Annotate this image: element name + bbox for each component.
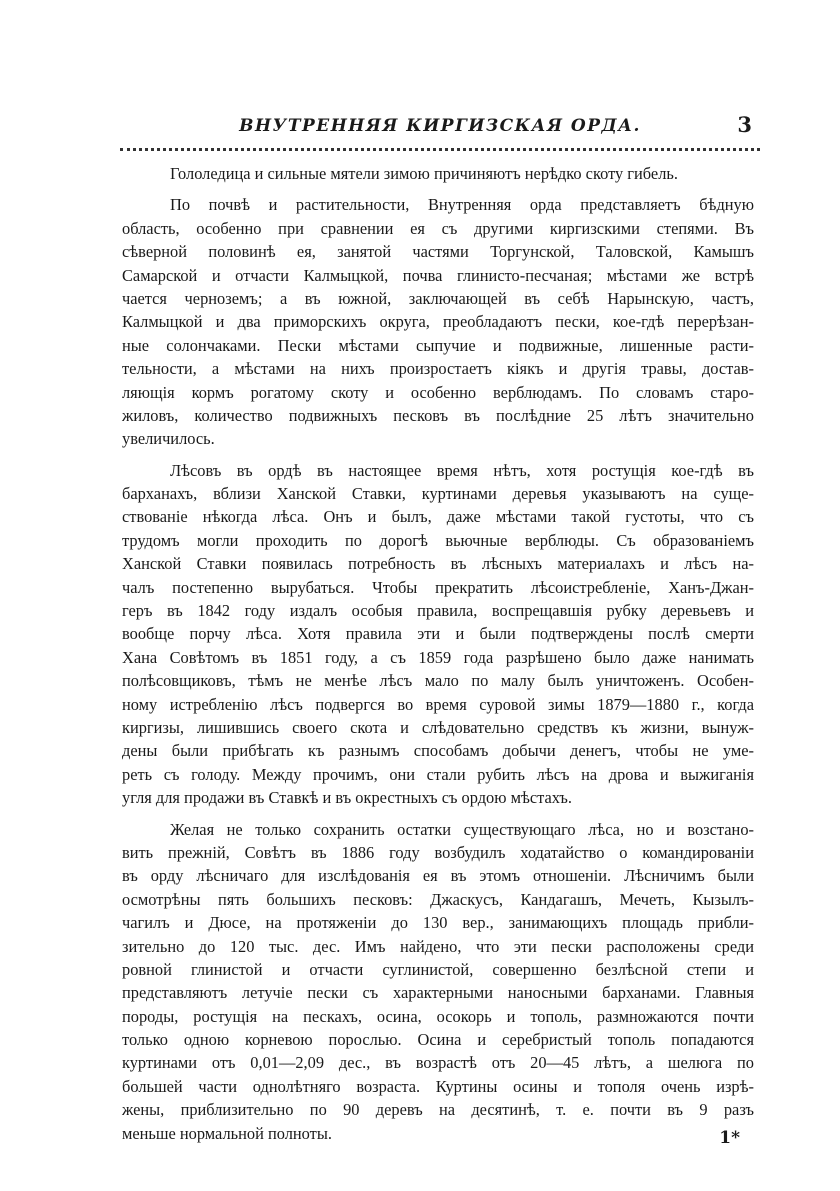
text-line: ровной глинистой и отчасти суглинистой, совершенно безлѣсной степи и [122, 959, 754, 979]
text-line: Калмыцкой и два приморскихъ округа, преобладаютъ пески, кое-гдѣ перерѣзан- [122, 312, 754, 332]
text-line: барханахъ, вблизи Ханской Ставки, куртинами деревья указываютъ на суще- [122, 484, 754, 504]
text-line: геръ въ 1842 году издалъ особыя правила, воспрещавшія рубку деревьевъ и [122, 601, 754, 621]
paragraph [122, 818, 754, 1145]
text-line: ные солончаками. Пески мѣстами сыпучие и подвижные, лишенные расти- [122, 335, 754, 355]
text-line: Гололедица и сильные мятели зимою причиняютъ нерѣдко скоту гибель. [170, 164, 678, 183]
text-line: представляютъ летучіе пески съ характерными наносными барханами. Главныя [122, 983, 754, 1003]
paragraph-gap [122, 810, 754, 818]
text-line: жены, приблизительно по 90 деревъ на десятинѣ, т. е. почти въ 9 разъ [122, 1100, 754, 1120]
text-line: По почвѣ и растительности, Внутренняя орда представляетъ бѣдную [170, 195, 754, 215]
text-line: Ханской Ставки появилась потребность въ лѣсныхъ материалахъ и лѣсъ на- [122, 554, 754, 574]
text-line: меньше нормальной полноты. [122, 1123, 332, 1143]
text-line: Желая не только сохранить остатки существующаго лѣса, но и возстано- [170, 819, 754, 839]
text-line: зительно до 120 тыс. дес. Имъ найдено, что эти пески расположены среди [122, 936, 754, 956]
text-line: осмотрѣны пять большихъ песковъ: Джаскусъ, Кандагашъ, Мечеть, Кызылъ- [122, 889, 754, 909]
text-line: вить прежній, Совѣтъ въ 1886 году возбудилъ ходатайство о командированіи [122, 842, 754, 862]
text-line: жиловъ, количество подвижныхъ песковъ въ послѣдние 25 лѣтъ значительно [122, 405, 754, 425]
paragraph [122, 459, 754, 810]
text-line: вообще порчу лѣса. Хотя правила эти и были подтверждены послѣ смерти [122, 624, 754, 644]
text-line: чалъ постепенно вырубаться. Чтобы прекратить лѣсоистребленіе, Ханъ-Джан- [122, 577, 754, 597]
text-line: породы, ростущія на пескахъ, осина, осокорь и тополь, размножаются почти [122, 1006, 754, 1026]
text-line: Хана Совѣтомъ въ 1851 году, а съ 1859 года разрѣшено было даже нанимать [122, 647, 754, 667]
text-line: увеличилось. [122, 429, 215, 449]
text-line: большей части однолѣтняго возраста. Куртины осины и тополя очень изрѣ- [122, 1076, 754, 1096]
text-line: Самарской и отчасти Калмыцкой, почва глинисто-песчаная; мѣстами же встрѣ [122, 265, 754, 285]
text-line: полѣсовщиковъ, тѣмъ не менѣе лѣсъ мало по малу былъ уничтоженъ. Особен- [122, 671, 754, 691]
paragraph [122, 193, 754, 450]
paragraph-gap [122, 451, 754, 459]
header-rule [120, 142, 760, 151]
text-line: чагилъ и Дюсе, на протяженіи до 130 вер., занимающихъ площадь прибли- [122, 913, 754, 933]
text-line: угля для продажи въ Ставкѣ и въ окрестныхъ съ ордою мѣстахъ. [122, 788, 572, 808]
page-header-title: ВНУТРЕННЯЯ КИРГИЗСКАЯ ОРДА. [239, 116, 641, 136]
text-line: только одною корневою порослью. Осина и серебристый тополь попадаются [122, 1030, 754, 1050]
text-line: ствованіе нѣкогда лѣса. Онъ и былъ, даже мѣстами такой густоты, что съ [122, 507, 754, 527]
text-line: куртинами отъ 0,01—2,09 дес., въ возрастѣ отъ 20—45 лѣтъ, а шелюга по [122, 1053, 754, 1073]
paragraph-gap [122, 185, 754, 193]
text-line: ному истребленію лѣсъ подвергся во время суровой зимы 1879—1880 г., когда [122, 694, 754, 714]
body-text [122, 162, 754, 1145]
text-line: киргизы, лишившись своего скота и слѣдовательно средствъ къ жизни, вынуж- [122, 717, 754, 737]
text-line: дены были прибѣгать къ разнымъ способамъ добычи денегъ, чтобы не уме- [122, 741, 754, 761]
page-number: 3 [737, 112, 752, 137]
running-header [120, 112, 760, 142]
text-line: сѣверной половинѣ ея, занятой частями Торгунской, Таловской, Камышъ [122, 242, 754, 262]
text-line: тельности, а мѣстами на нихъ произростаетъ кіякъ и другія травы, достав- [122, 359, 754, 379]
text-line: Лѣсовъ въ ордѣ въ настоящее время нѣтъ, хотя ростущія кое-гдѣ въ [170, 460, 754, 480]
text-line: ляющія кормъ рогатому скоту и особенно верблюдамъ. По словамъ старо- [122, 382, 754, 402]
text-line: реть съ голоду. Между прочимъ, они стали рубить лѣсъ на дрова и выжиганія [122, 764, 754, 784]
text-line: трудомъ могли проходить по дорогѣ вьючные верблюды. Съ образованіемъ [122, 530, 754, 550]
text-line: область, особенно при сравнении ея съ другими киргизскими степями. Въ [122, 218, 754, 238]
text-line: въ орду лѣсничаго для изслѣдованія ея въ этомъ отношеніи. Лѣсничимъ были [122, 866, 754, 886]
signature-mark: 1* [719, 1128, 740, 1148]
text-line: чается черноземъ; а въ южной, заключающей въ себѣ Нарынскую, частъ, [122, 288, 754, 308]
paragraph [122, 162, 754, 185]
